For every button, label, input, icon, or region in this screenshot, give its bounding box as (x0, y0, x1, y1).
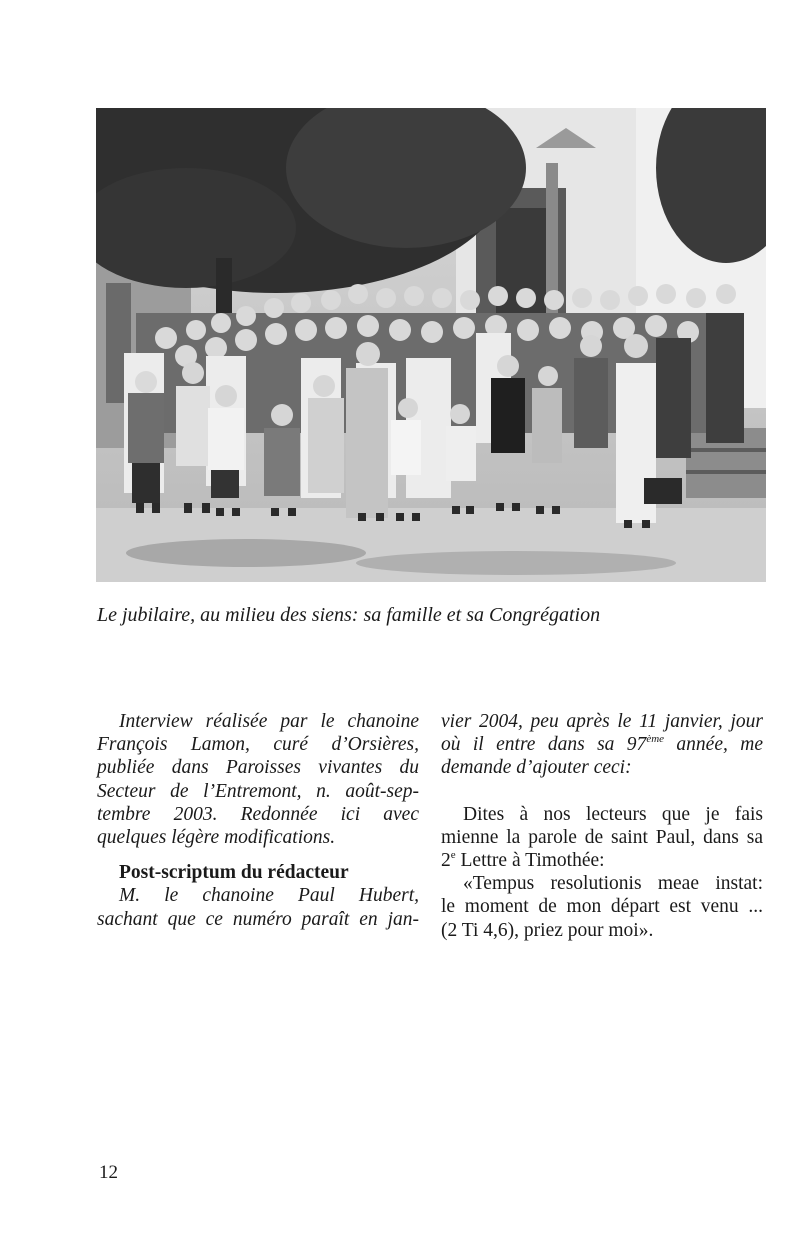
postscript-line: M. le chanoine Paul Hubert, (119, 885, 419, 907)
left-column (97, 710, 419, 931)
quote-line: mienne la parole de saint Paul, dans sa (441, 826, 763, 848)
quote-text: Lettre à Timothée: (455, 850, 605, 872)
postscript-line: sachant que ce numéro paraît en jan- (97, 908, 419, 930)
intro-line: François Lamon, curé d’Orsières, (97, 734, 419, 756)
quote-line: Dites à nos lecteurs que je fais (463, 803, 763, 825)
continuation-text: année, me (664, 734, 763, 756)
ordinal-superscript: ème (646, 733, 665, 746)
latin-quote-line: le moment de mon départ est venu ... (441, 896, 763, 918)
latin-quote-line: «Tempus resolutionis meae instat: (463, 873, 763, 895)
latin-quote-paragraph (441, 872, 763, 942)
group-photo-icon (96, 108, 766, 582)
intro-line: Interview réalisée par le chanoine (119, 711, 419, 732)
section-heading: Post-scriptum du rédacteur (119, 862, 349, 884)
ordinal-superscript: e (450, 849, 456, 862)
intro-paragraph (97, 710, 419, 849)
postscript-continuation (441, 710, 763, 780)
page-number: 12 (99, 1162, 118, 1183)
postscript-paragraph (97, 884, 419, 930)
quote-text: 2 (441, 850, 451, 872)
intro-line: quelques légère modifications. (97, 827, 336, 849)
continuation-line: vier 2004, peu après le 11 janvier, jour (441, 711, 763, 732)
photo-caption: Le jubilaire, au milieu des siens: sa famille et sa Congrégation (97, 604, 601, 626)
right-column (441, 710, 763, 942)
intro-line: tembre 2003. Redonnée ici avec (97, 803, 419, 825)
continuation-text: où il entre dans sa 97 (441, 734, 647, 756)
group-photo (96, 108, 766, 582)
continuation-line: demande d’ajouter ceci: (441, 757, 632, 779)
intro-line: publiée dans Paroisses vivantes du (97, 757, 419, 779)
quote-line (441, 849, 763, 872)
intro-line: Secteur de l’Entremont, n. août-sep- (97, 780, 419, 802)
latin-quote-line: (2 Ti 4,6), priez pour moi». (441, 919, 654, 941)
continuation-line (441, 733, 763, 756)
quote-paragraph (441, 803, 763, 873)
